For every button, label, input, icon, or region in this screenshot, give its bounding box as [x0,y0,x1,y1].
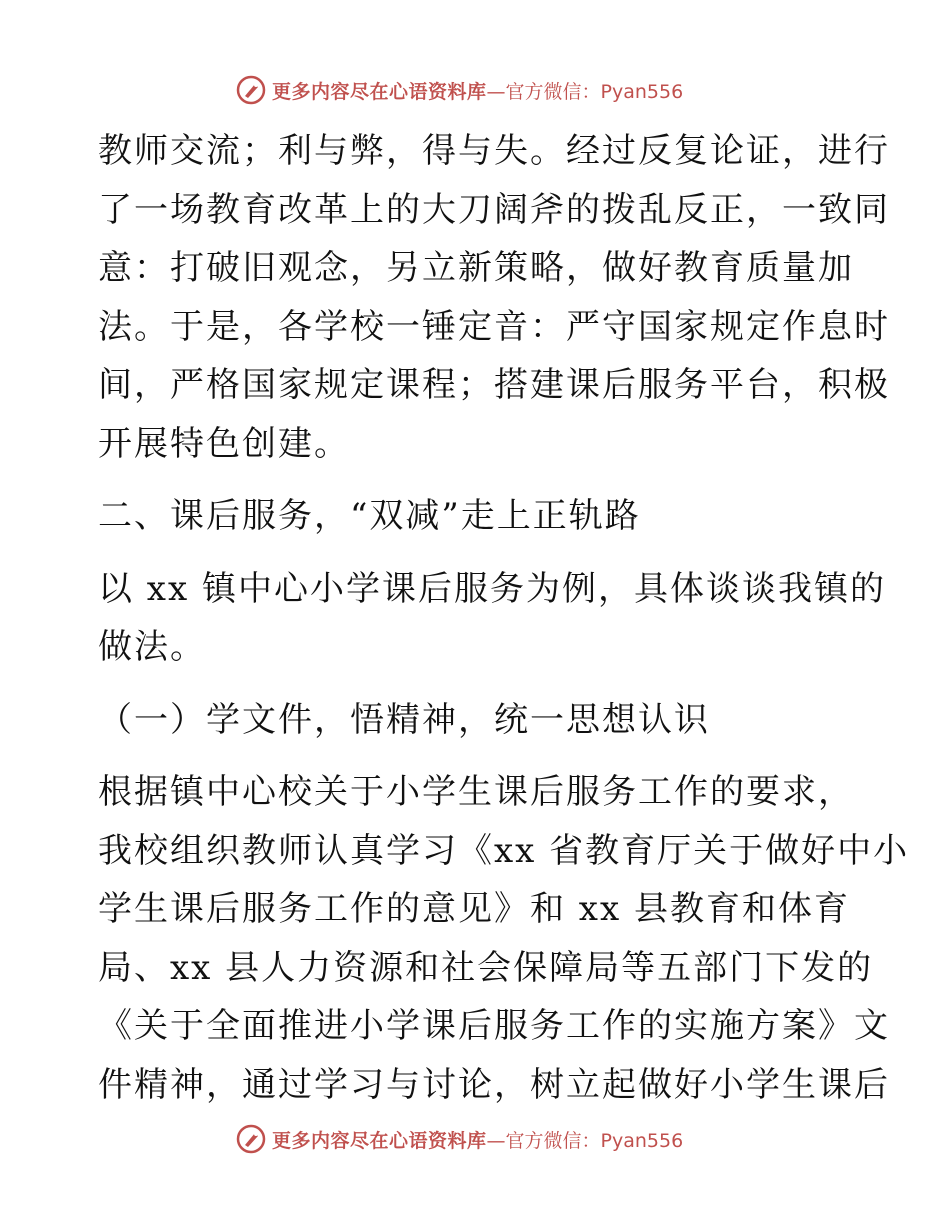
text-line: 教师交流；利与弊，得与失。经过反复论证，进行 [98,131,890,171]
paragraph-2 [98,560,886,677]
paragraph-1 [98,122,890,473]
text-line: 我校组织教师认真学习《xx 省教育厅关于做好中小 [98,830,910,871]
text-line: 开展特色创建。 [98,423,350,464]
header-wechat-text: —官方微信：Pyan556 [486,80,684,103]
footer-main-text: 更多内容尽在心语资料库 [272,1129,487,1152]
subsection-heading-1: （一）学文件，悟精神，统一思想认识 [98,699,710,740]
text-line: 意：打破旧观念，另立新策略，做好教育质量加 [98,248,854,288]
text-line: 法。于是，各学校一锤定音：严守国家规定作息时 [98,306,890,347]
text-line: 学生课后服务工作的意见》和 xx 县教育和体育 [98,889,850,929]
footer-banner [236,1122,683,1156]
document-body [98,122,910,1114]
text-line: 件精神，通过学习与讨论，树立起做好小学生课后 [98,1064,890,1105]
paragraph-3 [98,763,910,1114]
footer-wechat-text: —官方微信：Pyan556 [486,1129,684,1152]
text-line: 《关于全面推进小学课后服务工作的实施方案》文 [98,1006,890,1046]
pen-nib-circle-icon [236,75,266,105]
text-line: 做法。 [98,627,206,667]
section-heading-2: 二、课后服务，“双减”走上正轨路 [98,496,641,536]
text-line: 了一场教育改革上的大刀阔斧的拨乱反正，一致同 [98,189,890,230]
pen-nib-circle-icon [236,1124,266,1154]
text-line: 间，严格国家规定课程；搭建课后服务平台，积极 [98,365,890,405]
text-line: 以 xx 镇中心小学课后服务为例，具体谈谈我镇的 [98,568,886,609]
text-line: 局、xx 县人力资源和社会保障局等五部门下发的 [98,947,874,988]
text-line: 根据镇中心校关于小学生课后服务工作的要求， [98,772,854,812]
header-main-text: 更多内容尽在心语资料库 [272,80,487,103]
header-banner [236,73,683,107]
